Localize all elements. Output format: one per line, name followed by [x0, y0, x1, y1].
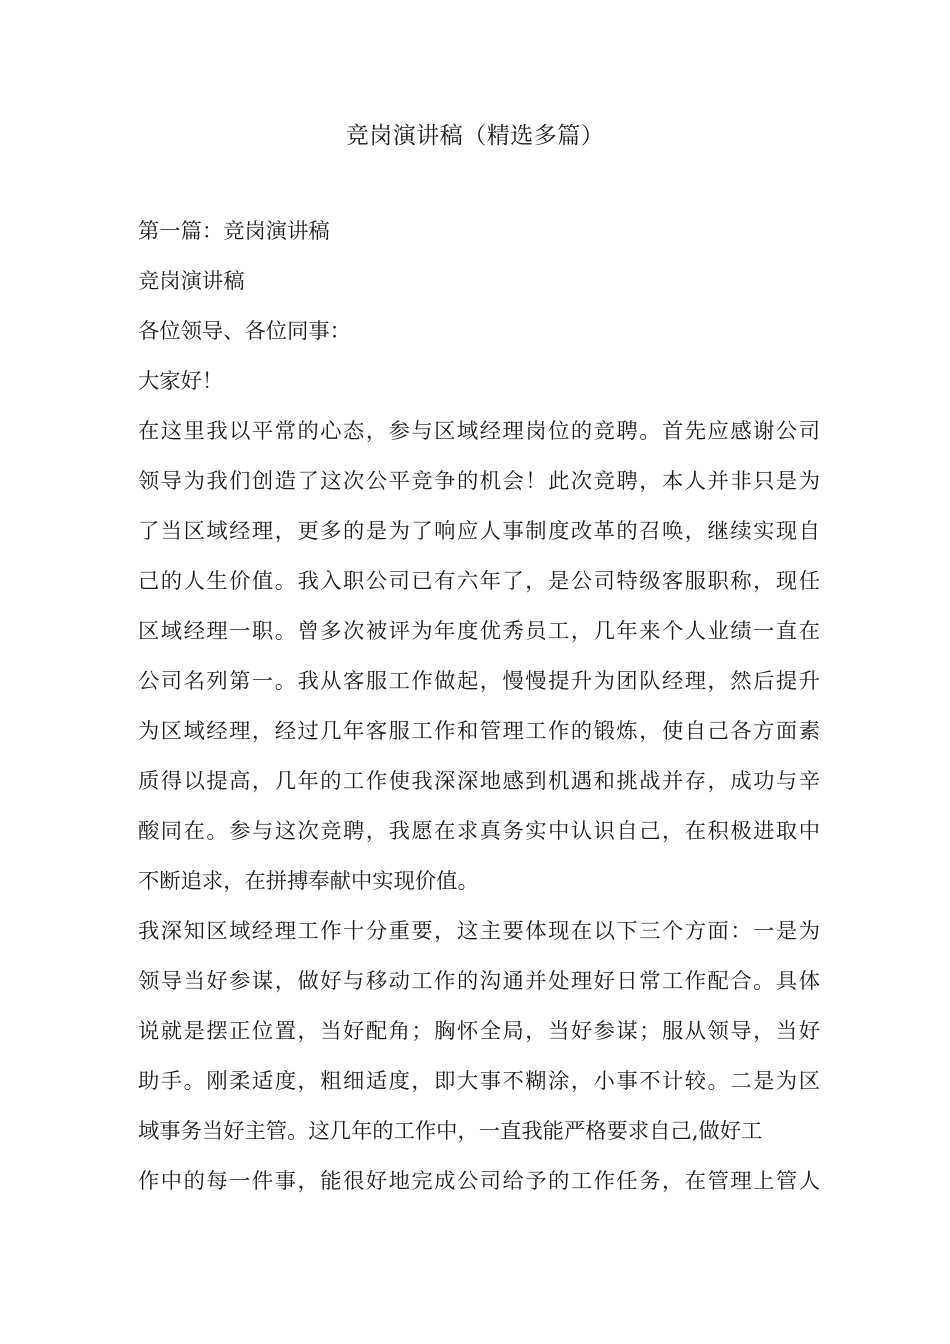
paragraph-line: 己的人生价值。我入职公司已有六年了，是公司特级客服职称，现任: [138, 569, 820, 594]
paragraph-line: 在这里我以平常的心态，参与区域经理岗位的竞聘。首先应感谢公司: [138, 419, 820, 444]
paragraph-line: 公司名列第一。我从客服工作做起，慢慢提升为团队经理，然后提升: [138, 669, 820, 694]
greeting: 大家好！: [138, 369, 224, 394]
paragraph-line: 我深知区域经理工作十分重要，这主要体现在以下三个方面：一是为: [138, 919, 820, 944]
paragraph-line: 说就是摆正位置，当好配角；胸怀全局，当好参谋；服从领导，当好: [138, 1019, 820, 1044]
document-title: 竞岗演讲稿（精选多篇）: [345, 123, 605, 149]
paragraph-line: 酸同在。参与这次竞聘，我愿在求真务实中认识自己，在积极进取中: [138, 819, 820, 844]
paragraph-line: 质得以提高，几年的工作使我深深地感到机遇和挑战并存，成功与辛: [138, 769, 820, 794]
paragraph-line: 领导为我们创造了这次公平竞争的机会！此次竞聘，本人并非只是为: [138, 469, 820, 494]
paragraph-line: 不断追求，在拼搏奉献中实现价值。: [138, 869, 479, 894]
section-heading: 第一篇：竞岗演讲稿: [138, 219, 330, 244]
paragraph-line: 为区域经理，经过几年客服工作和管理工作的锻炼，使自己各方面素: [138, 719, 820, 744]
paragraph-line: 助手。刚柔适度，粗细适度，即大事不糊涂，小事不计较。二是为区: [138, 1069, 820, 1094]
paragraph-line: 作中的每一件事，能很好地完成公司给予的工作任务，在管理上管人: [138, 1169, 820, 1194]
paragraph-line: 领导当好参谋，做好与移动工作的沟通并处理好日常工作配合。具体: [138, 969, 820, 994]
paragraph-line: 区域经理一职。曾多次被评为年度优秀员工，几年来个人业绩一直在: [138, 619, 820, 644]
document-body: [138, 207, 820, 1207]
section-subtitle: 竞岗演讲稿: [138, 269, 245, 294]
paragraph-line: 域事务当好主管。这几年的工作中，一直我能严格要求自己,做好工: [138, 1119, 763, 1144]
paragraph-line: 了当区域经理，更多的是为了响应人事制度改革的召唤，继续实现自: [138, 519, 820, 544]
salutation: 各位领导、各位同事：: [138, 319, 351, 344]
